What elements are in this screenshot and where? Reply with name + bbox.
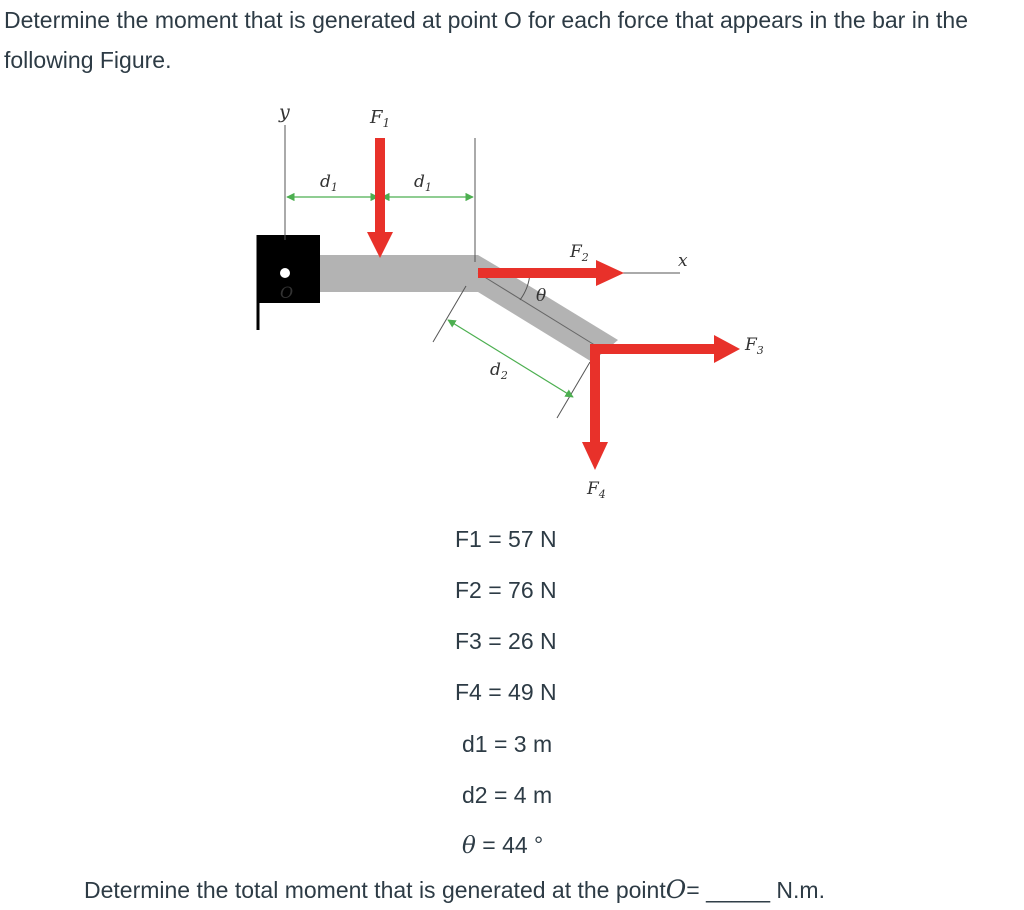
question-text: Determine the moment that is generated at point O for each force that appears in the bar in the following Figure. — [4, 7, 969, 73]
pin-o — [280, 268, 290, 278]
given-d2: d2 = 4 m — [462, 782, 553, 808]
label-theta: θ — [536, 286, 547, 306]
f2-arrow-shaft — [478, 268, 598, 278]
given-f2: F2 = 76 N — [455, 577, 557, 603]
label-f1: $F_1$ — [370, 107, 391, 130]
f2-arrow-head — [596, 260, 624, 286]
bar-horizontal — [320, 255, 478, 292]
label-d2: $d_2$ — [490, 360, 508, 382]
label-f4: $F_4$ — [587, 479, 606, 501]
f1-arrow-shaft — [375, 138, 385, 234]
label-f3: $F_3$ — [745, 335, 764, 357]
given-f4: F4 = 49 N — [455, 679, 557, 705]
label-d1-left: $d_1$ — [320, 172, 338, 194]
answer-equals: = — [686, 877, 700, 903]
f3-arrow-head — [714, 335, 740, 363]
given-f3: F3 = 26 N — [455, 628, 557, 654]
label-d1-right: $d_1$ — [414, 172, 432, 194]
given-d1: d1 = 3 m — [462, 731, 553, 757]
d2-extension-top — [433, 286, 466, 342]
theta-value: = 44 ° — [482, 832, 544, 858]
theta-symbol: θ — [462, 833, 476, 859]
label-x: x — [678, 251, 688, 271]
f1-arrow-head — [367, 232, 393, 258]
answer-point: O — [665, 875, 687, 904]
answer-line — [84, 875, 825, 904]
given-f1: F1 = 57 N — [455, 526, 557, 552]
f4-arrow-shaft — [590, 344, 600, 444]
label-f2: $F_2$ — [570, 242, 589, 264]
answer-unit: N.m. — [776, 877, 825, 903]
answer-prefix: Determine the total moment that is generated at the point — [84, 877, 666, 903]
label-o: O — [280, 283, 294, 302]
f3-arrow-shaft — [592, 344, 716, 354]
bar-centerline — [478, 273, 606, 352]
given-theta — [462, 832, 543, 859]
answer-blank[interactable]: _____ — [706, 877, 771, 903]
label-y: y — [279, 101, 290, 123]
f4-arrow-head — [582, 442, 608, 470]
